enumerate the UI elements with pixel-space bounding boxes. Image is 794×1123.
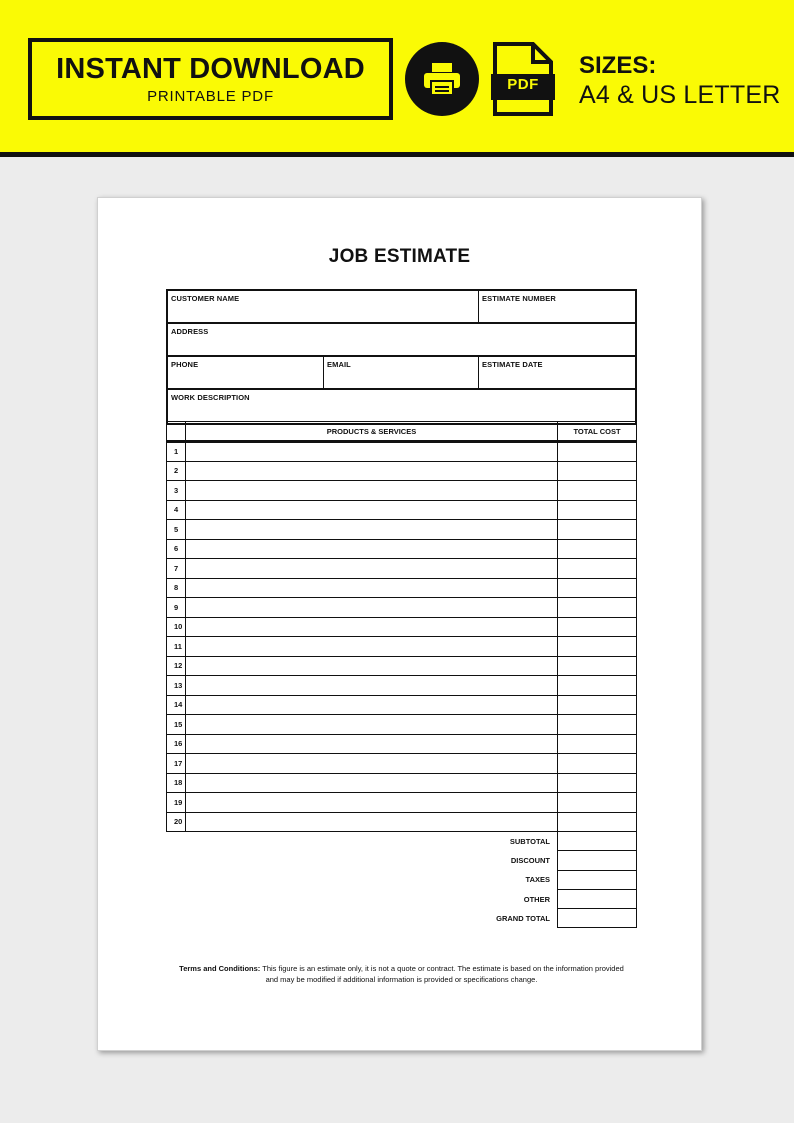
total-cost-cell[interactable] xyxy=(558,578,637,598)
promo-banner xyxy=(0,0,794,157)
row-number: 10 xyxy=(167,617,186,637)
table-row xyxy=(167,812,637,832)
product-service-cell[interactable] xyxy=(186,695,558,715)
total-cost-cell[interactable] xyxy=(558,481,637,501)
row-number: 13 xyxy=(167,676,186,696)
product-service-cell[interactable] xyxy=(186,539,558,559)
estimate-number-field[interactable] xyxy=(479,291,635,322)
total-cost-cell[interactable] xyxy=(558,598,637,618)
instant-download-badge xyxy=(28,38,393,120)
row-number: 6 xyxy=(167,539,186,559)
phone-field[interactable] xyxy=(168,357,324,388)
field-label: WORK DESCRIPTION xyxy=(171,393,250,402)
product-service-cell[interactable] xyxy=(186,559,558,579)
totals-row xyxy=(464,832,637,851)
totals-label: GRAND TOTAL xyxy=(496,913,550,923)
terms-and-conditions xyxy=(178,963,625,985)
product-service-cell[interactable] xyxy=(186,754,558,774)
row-number: 12 xyxy=(167,656,186,676)
address-field[interactable] xyxy=(168,324,635,355)
customer-info-grid xyxy=(166,289,637,425)
sizes-value: A4 & US LETTER xyxy=(579,81,781,109)
download-title: INSTANT DOWNLOAD xyxy=(56,53,365,85)
field-label: EMAIL xyxy=(327,360,351,369)
product-service-cell[interactable] xyxy=(186,500,558,520)
totals-label: OTHER xyxy=(523,894,550,904)
table-row xyxy=(167,539,637,559)
totals-row xyxy=(464,889,637,908)
row-number: 17 xyxy=(167,754,186,774)
row-number: 3 xyxy=(167,481,186,501)
table-row xyxy=(167,637,637,657)
line-items-body xyxy=(167,442,637,832)
row-number: 2 xyxy=(167,461,186,481)
info-row xyxy=(168,291,635,324)
total-cost-cell[interactable] xyxy=(558,500,637,520)
totals-value-cell[interactable] xyxy=(558,909,637,928)
table-row xyxy=(167,481,637,501)
product-service-cell[interactable] xyxy=(186,773,558,793)
row-number: 15 xyxy=(167,715,186,735)
total-cost-cell[interactable] xyxy=(558,617,637,637)
totals-body xyxy=(464,832,637,928)
total-cost-cell[interactable] xyxy=(558,715,637,735)
row-number: 9 xyxy=(167,598,186,618)
table-row xyxy=(167,715,637,735)
product-service-cell[interactable] xyxy=(186,793,558,813)
table-row xyxy=(167,773,637,793)
page-title: JOB ESTIMATE xyxy=(328,246,471,267)
total-cost-cell[interactable] xyxy=(558,734,637,754)
column-header-total: TOTAL COST xyxy=(558,422,637,442)
table-row xyxy=(167,695,637,715)
work-description-field[interactable] xyxy=(168,390,635,423)
table-row xyxy=(167,656,637,676)
row-number: 5 xyxy=(167,520,186,540)
totals-label: TAXES xyxy=(525,875,550,885)
product-service-cell[interactable] xyxy=(186,578,558,598)
totals-value-cell[interactable] xyxy=(558,851,637,870)
sizes-title: SIZES: xyxy=(579,52,657,79)
table-row xyxy=(167,793,637,813)
table-row xyxy=(167,578,637,598)
product-service-cell[interactable] xyxy=(186,637,558,657)
info-row xyxy=(168,357,635,390)
field-label: CUSTOMER NAME xyxy=(171,294,240,303)
table-row xyxy=(167,676,637,696)
estimate-sheet xyxy=(97,197,702,1051)
product-service-cell[interactable] xyxy=(186,656,558,676)
row-number: 4 xyxy=(167,500,186,520)
row-number: 14 xyxy=(167,695,186,715)
total-cost-cell[interactable] xyxy=(558,656,637,676)
row-number: 1 xyxy=(167,442,186,462)
table-row xyxy=(167,598,637,618)
product-service-cell[interactable] xyxy=(186,481,558,501)
column-header-products: PRODUCTS & SERVICES xyxy=(186,422,558,442)
totals-label: DISCOUNT xyxy=(510,855,550,865)
table-row xyxy=(167,559,637,579)
estimate-date-field[interactable] xyxy=(479,357,635,388)
total-cost-cell[interactable] xyxy=(558,461,637,481)
column-header-number xyxy=(167,422,186,442)
table-row xyxy=(167,442,637,462)
total-cost-cell[interactable] xyxy=(558,442,637,462)
field-label: PHONE xyxy=(171,360,199,369)
totals-value-cell[interactable] xyxy=(558,832,637,851)
line-items-table xyxy=(166,421,637,832)
table-row xyxy=(167,754,637,774)
table-row xyxy=(167,500,637,520)
terms-text: This figure is an estimate only, it is not a quote or contract. The estimate is based on the information provided and may be modified if additional information is provided or specifications change. xyxy=(260,964,624,984)
totals-row xyxy=(464,909,637,928)
field-label: ESTIMATE DATE xyxy=(482,360,543,369)
product-service-cell[interactable] xyxy=(186,617,558,637)
row-number: 20 xyxy=(167,812,186,832)
table-header-row xyxy=(167,422,637,442)
row-number: 18 xyxy=(167,773,186,793)
product-service-cell[interactable] xyxy=(186,676,558,696)
total-cost-cell[interactable] xyxy=(558,773,637,793)
product-service-cell[interactable] xyxy=(186,520,558,540)
row-number: 7 xyxy=(167,559,186,579)
totals-value-cell[interactable] xyxy=(558,870,637,889)
row-number: 8 xyxy=(167,578,186,598)
product-service-cell[interactable] xyxy=(186,461,558,481)
table-row xyxy=(167,520,637,540)
product-service-cell[interactable] xyxy=(186,812,558,832)
totals-label: SUBTOTAL xyxy=(509,836,550,846)
row-number: 11 xyxy=(167,637,186,657)
terms-label: Terms and Conditions: xyxy=(179,964,261,973)
table-row xyxy=(167,461,637,481)
field-label: ADDRESS xyxy=(171,327,209,336)
info-row xyxy=(168,324,635,357)
totals-row xyxy=(464,851,637,870)
info-row xyxy=(168,390,635,423)
total-cost-cell[interactable] xyxy=(558,520,637,540)
total-cost-cell[interactable] xyxy=(558,812,637,832)
pdf-label: PDF xyxy=(507,76,539,93)
totals-value-cell[interactable] xyxy=(558,889,637,908)
product-service-cell[interactable] xyxy=(186,442,558,462)
printer-icon xyxy=(405,42,479,116)
totals-row xyxy=(464,870,637,889)
total-cost-cell[interactable] xyxy=(558,559,637,579)
product-service-cell[interactable] xyxy=(186,734,558,754)
total-cost-cell[interactable] xyxy=(558,793,637,813)
total-cost-cell[interactable] xyxy=(558,539,637,559)
table-row xyxy=(167,617,637,637)
row-number: 19 xyxy=(167,793,186,813)
total-cost-cell[interactable] xyxy=(558,754,637,774)
download-subtitle: PRINTABLE PDF xyxy=(147,88,274,105)
product-service-cell[interactable] xyxy=(186,715,558,735)
total-cost-cell[interactable] xyxy=(558,695,637,715)
product-service-cell[interactable] xyxy=(186,598,558,618)
field-label: ESTIMATE NUMBER xyxy=(482,294,556,303)
email-field[interactable] xyxy=(324,357,479,388)
total-cost-cell[interactable] xyxy=(558,637,637,657)
table-row xyxy=(167,734,637,754)
total-cost-cell[interactable] xyxy=(558,676,637,696)
totals-table xyxy=(464,831,637,928)
row-number: 16 xyxy=(167,734,186,754)
customer-name-field[interactable] xyxy=(168,291,479,322)
